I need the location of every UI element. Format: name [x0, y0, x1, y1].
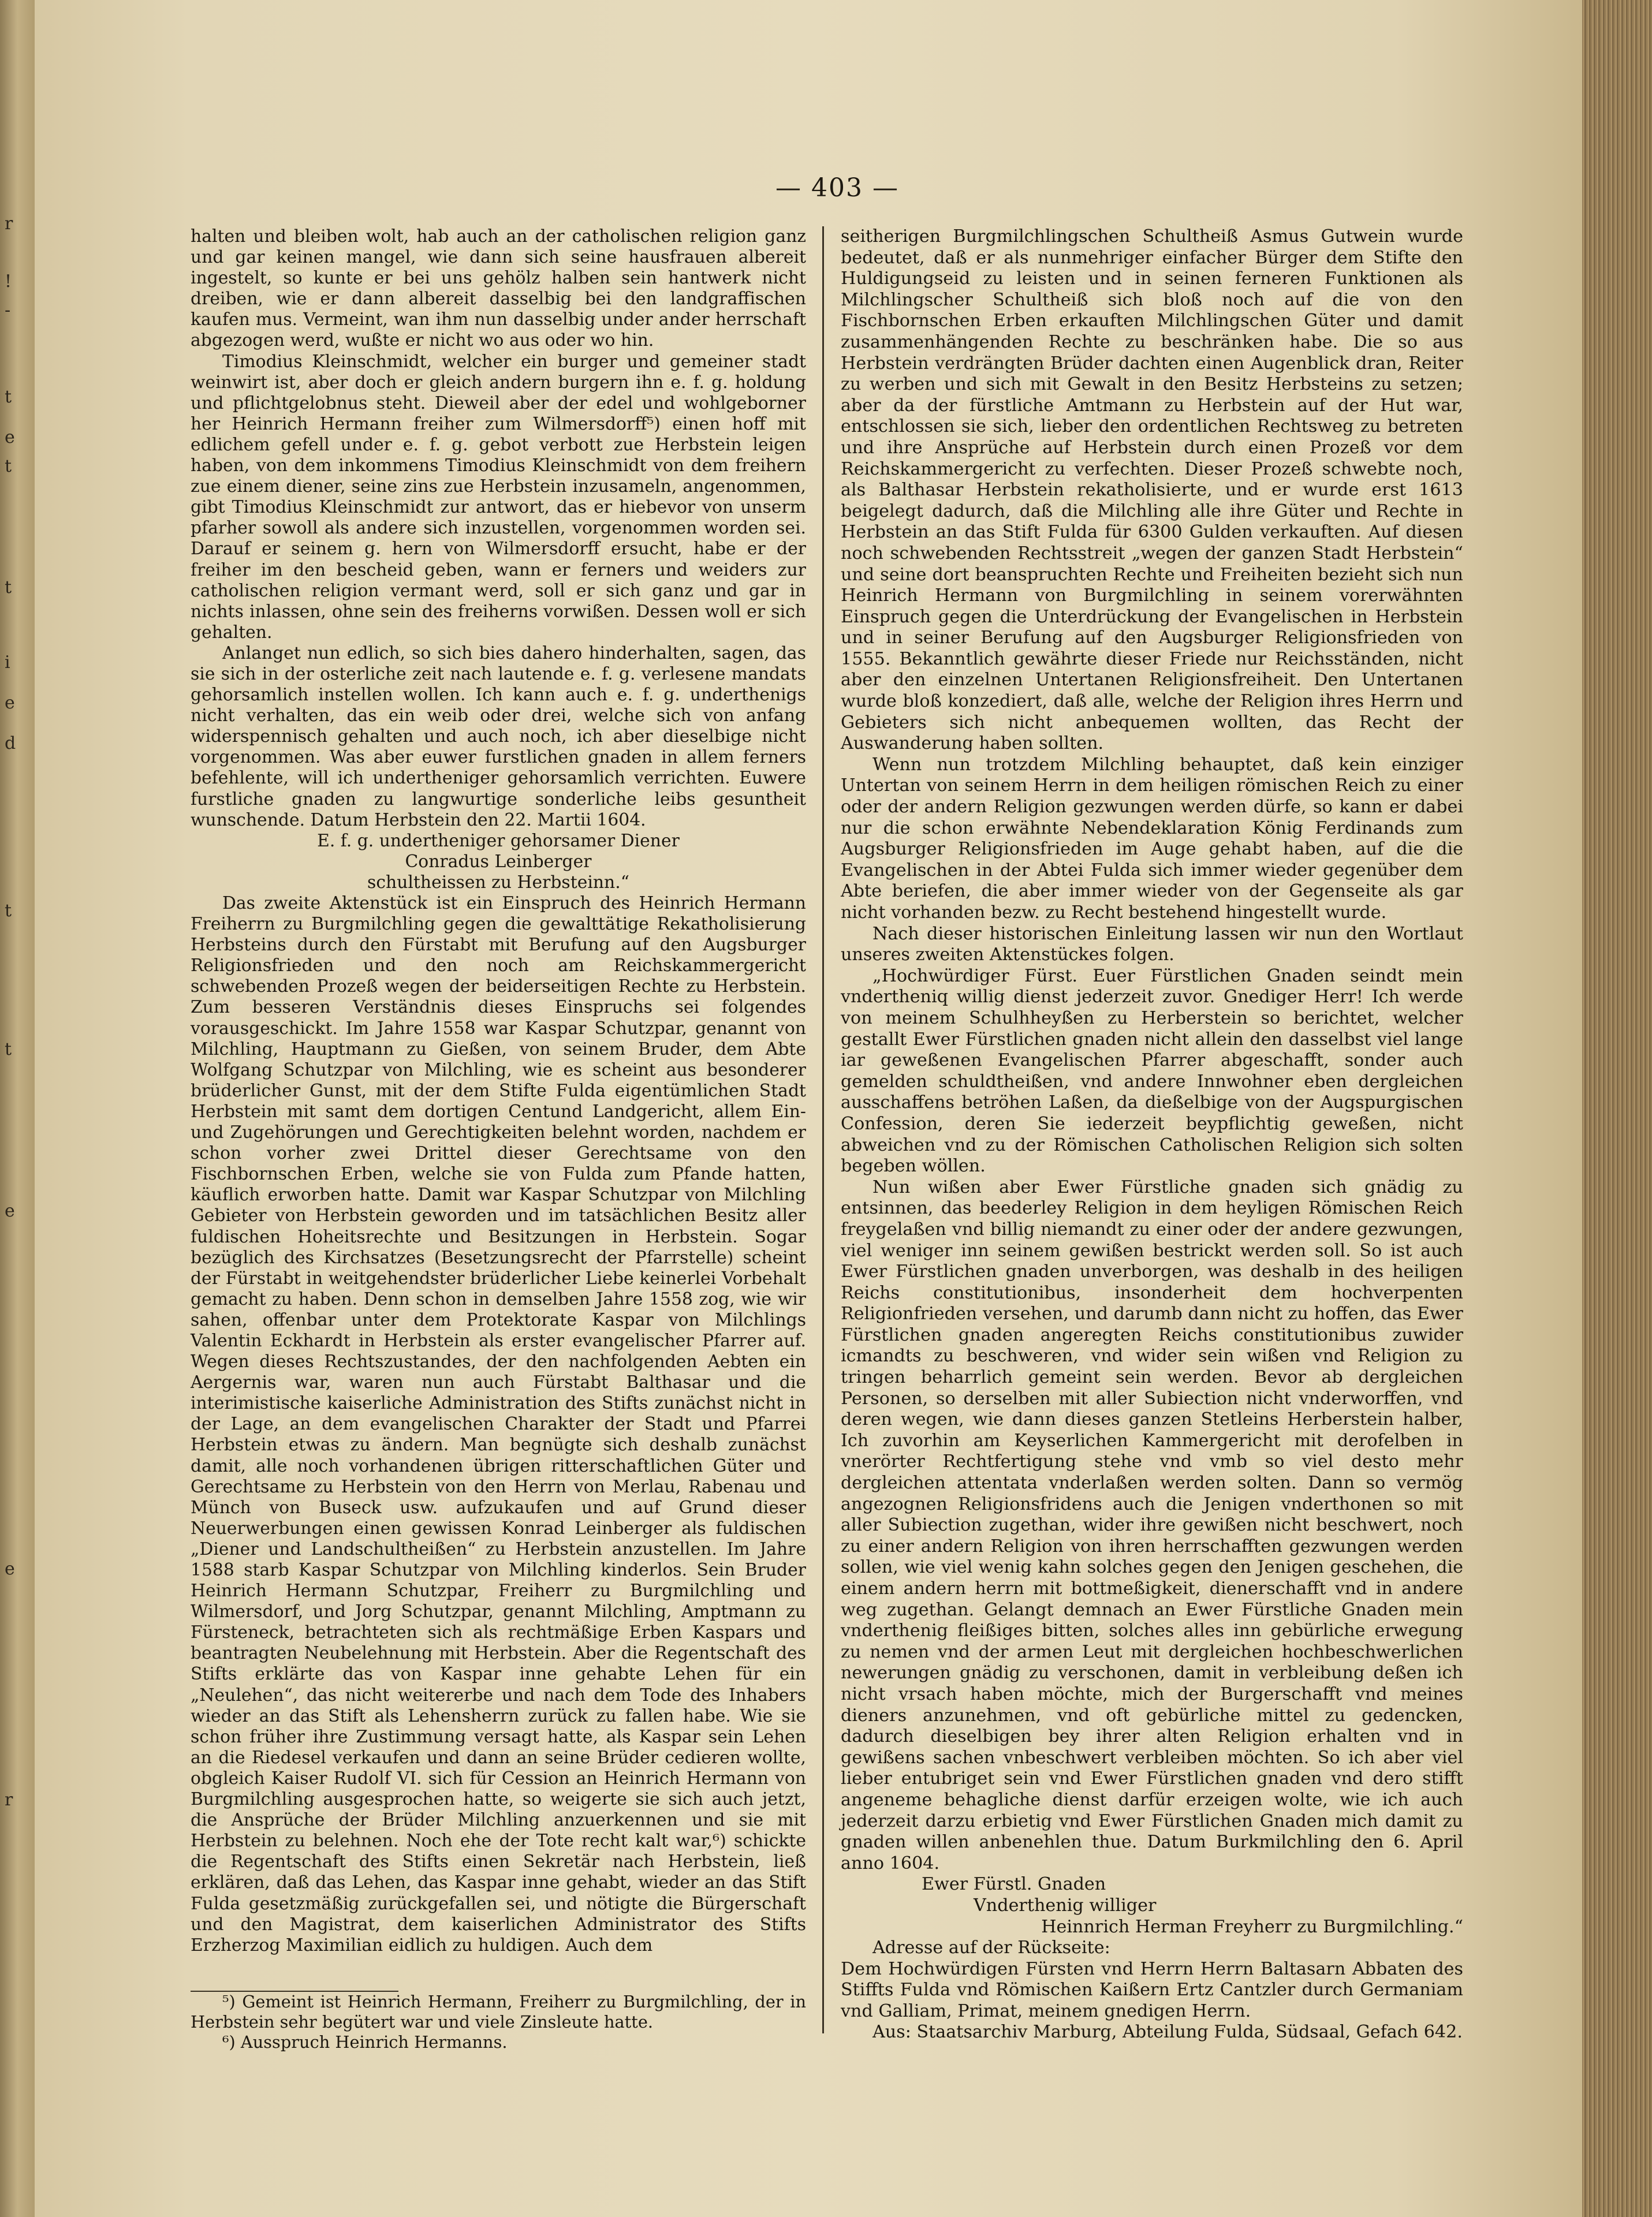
- right-column: [841, 226, 1463, 2043]
- adjacent-page-edge: [0, 0, 35, 2217]
- page-number: — 403 —: [775, 173, 899, 203]
- signature-line: Conradus Leinberger: [405, 851, 592, 872]
- edge-glyph: -: [5, 300, 11, 320]
- edge-glyph: !: [5, 271, 12, 292]
- page-stack-edge: [1582, 0, 1652, 2217]
- edge-glyph: e: [5, 1559, 15, 1579]
- edge-glyph: r: [5, 1790, 13, 1810]
- paragraph: Anlanget nun edlich, so sich bies dahero hinderhalten, sagen, das sie sich in der osterliche zeit nach lautende e. f. g. verlesene mandats gehorsamlich instellen wollen. Ich kann auch e. f. g. underthenigs nicht verhalten, das ein weib oder drei, welche sich von anfang widerspennisch gehalten und auch noch, ich aber dieselbige nicht vorgenommen. Was aber euwer furstlichen gnaden in allem ferners befehlente, will ich undertheniger gehorsamlich verrichten. Euwere furstliche gnaden zu langwurtige sonderliche leibs gesuntheit wunschende. Datum Herbstein den 22. Martii 1604.: [191, 643, 806, 830]
- left-column: [191, 226, 806, 2052]
- edge-glyph: r: [5, 214, 13, 234]
- paragraph: Wenn nun trotzdem Milchling behauptet, daß kein einziger Untertan von seinem Herrn in dem heiligen römischen Reich zu einer oder der andern Religion gezwungen werden dürfe, so kann er dabei nur die schon erwähnte Nebendeklaration König Ferdinands zum Augsburger Religionsfrieden im Auge gehabt haben, auf die die Evangelischen in der Abtei Fulda sich immer wieder gegenüber dem Abte beriefen, die aber immer wieder von der Gegenseite als gar nicht vorhanden bezw. zu Recht bestehend hingestellt wurde.: [841, 754, 1463, 923]
- signature-line: Ewer Fürstl. Gnaden: [922, 1874, 1106, 1895]
- signature-line: schultheissen zu Herbsteinn.“: [367, 872, 629, 893]
- address: Dem Hochwürdigen Fürsten vnd Herrn Herrn Baltasarn Abbaten des Stiffts Fulda vnd Römischen Kaißern Ertz Cantzler durch Germaniam vnd Galliam, Primat, meinem gnedigen Herrn.: [841, 1958, 1463, 2021]
- edge-glyph: t: [5, 901, 12, 921]
- signature-line: E. f. g. undertheniger gehorsamer Diener: [317, 830, 680, 851]
- edge-glyph: t: [5, 1039, 12, 1059]
- source-citation: Aus: Staatsarchiv Marburg, Abteilung Fulda, Südsaal, Gefach 642.: [872, 2022, 1463, 2043]
- address-heading: Adresse auf der Rückseite:: [872, 1938, 1110, 1958]
- edge-glyph: e: [5, 427, 15, 447]
- edge-glyph: i: [5, 652, 10, 673]
- edge-glyph: d: [5, 733, 16, 753]
- edge-glyph: e: [5, 693, 15, 713]
- letter-paragraph: Nun wißen aber Ewer Fürstliche gnaden sich gnädig zu entsinnen, das beederley Religion in dem heyligen Römischen Reich freygelaßen vnd billig niemandt zu einer oder der andere gezwungen, viel weniger inn seinem gewißen bestrickt werden soll. So ist auch Ewer Fürstlichen gnaden unverborgen, was deshalb in des heiligen Reichs constitutionibus, insonderheit dem hochverpenten Religionfrieden versehen, und darumb dann nicht zu hoffen, das Ewer Fürstlichen gnaden angeregten Reichs constitutionibus zuwider icmandts zu beschweren, vnd wider sein wißen vnd Religion zu tringen beharrlich gemeint sein werden. Bevor ab dergleichen Personen, so derselben mit aller Subiection nicht vnderworffen, vnd deren wegen, wie dann dieses ganzen Stetleins Herberstein halber, Ich zuvorhin am Keyserlichen Kammergericht mit derofelben in vnerörter Rechtfertigung stehe vnd vmb so viel desto mehr dergleichen attentata vnderlaßen werden solten. Dann so vermög angezognen Religionsfridens auch die Jenigen vnderthonen so mit aller Subiection zugethan, wider ihre gewißen nicht beschwert, noch zu einer andern Religion von ihren herrschafften gezwungen werden sollen, wie viel wenig kahn solches gegen den Jenigen geschehen, die einem andern herrn mit bottmeßigkeit, dienerschafft vnd in andere weg zugethan. Gelangt demnach an Ewer Fürstliche Gnaden mein vnderthenig fleißiges bitten, solches alles inn gebürliche erwegung zu nemen vnd der armen Leut mit dergleichen hochbeschwerlichen newerungen gnädig zu verschonen, damit in verbleibung deßen ich nicht vrsach haben möchte, mich der Burgerschafft vnd meines dieners anzunehmen, vnd oft gebürliche mittel zu gedencken, dadurch dieselbigen bey ihrer alten Religion erhalten vnd in gewißens sachen vnbeschwert verbleiben möchten. So ich aber viel lieber entubriget sein vnd Ewer Fürstlichen gnaden vnd dero stifft angeneme behagliche dienst darfür erzeigen wolte, wie ich auch jederzeit darzu erbietig vnd Ewer Fürstlichen Gnaden mich damit zu gnaden willen anbenehlen thue. Datum Burkmilchling den 6. April anno 1604.: [841, 1177, 1463, 1873]
- letter-paragraph: „Hochwürdiger Fürst. Euer Fürstlichen Gnaden seindt mein vndertheniq willig dienst jederzeit zuvor. Gnediger Herr! Ich werde von meinem Schulhheyßen zu Herberstein so berichtet, welcher gestallt Ewer Fürstlichen gnaden nicht allein den dasselbst viel lange iar geweßenen Evangelischen Pfarrer abgeschafft, sonder auch gemelden schuldtheißen, vnd andere Innwohner eben dergleichen ausschaffens betröhen Laßen, da dießelbige von der Augspurgischen Confession, deren Sie iederzeit beypflichtig geweßen, nicht abweichen vnd zu der Römischen Catholischen Religion sich solten begeben wöllen.: [841, 965, 1463, 1177]
- paragraph: Nach dieser historischen Einleitung lassen wir nun den Wortlaut unseres zweiten Aktenstückes folgen.: [841, 923, 1463, 965]
- edge-glyph: e: [5, 1201, 15, 1221]
- footnote: ⁶) Ausspruch Heinrich Hermanns.: [222, 2032, 508, 2052]
- edge-glyph: t: [5, 387, 12, 407]
- paragraph: Timodius Kleinschmidt, welcher ein burger und gemeiner stadt weinwirt ist, aber doch er gleich andern burgern ihn e. f. g. holdung und pflichtgelobnus steht. Dieweil aber der edel und wohlgeborner her Heinrich Hermann freiher zum Wilmersdorff⁵) einen hoff mit edlichem gefell under e. f. g. gebot verbott zue Herbstein leigen haben, von dem inkommens Timodius Kleinschmidt von dem freihern zue einem diener, seine zins zue Herbstein inzusameln, angenommen, gibt Timodius Kleinschmidt zur antwort, das er hiebevor von unserm pfarher sowoll als andere sich inzustellen, vorgenommen worden sei. Darauf er seinem g. hern von Wilmersdorff ersucht, habe er der freiher im den bescheid geben, wann er ferners und weiders zur catholischen religion vermant werd, soll er sich ganz und gar in nichts inlassen, ohne sein des freiherns vorwißen. Dessen woll er sich gehalten.: [191, 351, 806, 643]
- paragraph: seitherigen Burgmilchlingschen Schultheiß Asmus Gutwein wurde bedeutet, daß er als nunmehriger einfacher Bürger dem Stifte den Huldigungseid zu leisten und in seinen ferneren Funktionen als Milchlingscher Schultheiß sich bloß noch auf die von den Fischbornschen Erben erkauften Milchlingschen Güter und damit zusammenhängenden Rechte zu beschränken habe. Die so aus Herbstein verdrängten Brüder dachten einen Augenblick dran, Reiter zu werben und sich mit Gewalt in den Besitz Herbsteins zu setzen; aber da der fürstliche Amtmann zu Herbstein auf der Hut war, entschlossen sie sich, lieber den ordentlichen Rechtsweg zu betreten und ihre Ansprüche auf Herbstein durch einen Prozeß vor dem Reichskammergericht zu verfechten. Dieser Prozeß schwebte noch, als Balthasar Herbstein rekatholisierte, und er wurde erst 1613 beigelegt dadurch, daß die Milchling alle ihre Güter und Rechte in Herbstein an das Stift Fulda für 6300 Gulden verkauften. Auf diesen noch schwebenden Rechtsstreit „wegen der ganzen Stadt Herbstein“ und seine dort beanspruchten Rechte und Freiheiten bezieht sich nun Heinrich Hermann von Burgmilchling in seinem vorerwähnten Einspruch gegen die Unterdrückung der Evangelischen in Herbstein und in seiner Berufung auf den Augsburger Religionsfrieden von 1555. Bekanntlich gewährte dieser Friede nur Reichsständen, nicht aber den einzelnen Untertanen Religionsfreiheit. Den Untertanen wurde bloß konzediert, daß alle, welche der Religion ihres Herrn und Gebieters sich nicht anbequemen wollten, das Recht der Auswanderung haben sollten.: [841, 226, 1463, 754]
- signature-line: Vnderthenig williger: [974, 1895, 1157, 1916]
- column-divider: [822, 226, 824, 2033]
- edge-glyph: t: [5, 577, 12, 598]
- paragraph: halten und bleiben wolt, hab auch an der catholischen religion ganz und gar keinen mangel, wie dann sich seine hausfrauen albereit ingestelt, so kunte er bei uns gehölz halben sein hantwerk nicht dreiben, wie er dann albereit dasselbig bei den landgraffischen kaufen mus. Vermeint, wan ihm nun dasselbig under ander herrschaft abgezogen werd, wußte er nicht wo aus oder wo hin.: [191, 226, 806, 351]
- paragraph: Das zweite Aktenstück ist ein Einspruch des Heinrich Hermann Freiherrn zu Burgmilchling gegen die gewalttätige Rekatholisierung Herbsteins durch den Fürstabt mit Berufung auf den Augsburger Religionsfrieden und den noch am Reichskammergericht schwebenden Prozeß wegen der beiderseitigen Rechte zu Herbstein. Zum besseren Verständnis dieses Einspruchs sei folgendes vorausgeschickt. Im Jahre 1558 war Kaspar Schutzpar, genannt von Milchling, Hauptmann zu Gießen, von seinem Bruder, dem Abte Wolfgang Schutzpar von Milchling, wie es scheint aus besonderer brüderlicher Gunst, mit der dem Stifte Fulda eigentümlichen Stadt Herbstein mit samt dem dortigen Centund Landgericht, allem Ein- und Zugehörungen und Gerechtigkeiten belehnt worden, nachdem er schon vorher zwei Drittel dieser Gerechtsame von den Fischbornschen Erben, welche sie von Fulda zum Pfande hatten, käuflich erworben hatte. Damit war Kaspar Schutzpar von Milchling Gebieter von Herbstein geworden und im tatsächlichen Besitz aller fuldischen Hoheitsrechte und Besitzungen in Herbstein. Sogar bezüglich des Kirchsatzes (Besetzungsrecht der Pfarrstelle) scheint der Fürstabt in weitgehendster brüderlicher Liebe keinerlei Vorbehalt gemacht zu haben. Denn schon in demselben Jahre 1558 zog, wie wir sahen, offenbar unter dem Protektorate Kaspar von Milchlings Valentin Eckhardt in Herbstein als erster evangelischer Pfarrer auf. Wegen dieses Rechtszustandes, der den nachfolgenden Aebten ein Aergernis war, waren nun auch Fürstabt Balthasar und die interimistische kaiserliche Administration des Stifts zunächst nicht in der Lage, an dem evangelischen Charakter der Stadt und Pfarrei Herbstein etwas zu ändern. Man begnügte sich deshalb zunächst damit, alle noch vorhandenen übrigen ritterschaftlichen Güter und Gerechtsame zu Herbstein von den Herrn von Merlau, Rabenau und Münch von Buseck usw. aufzukaufen und auf Grund dieser Neuerwerbungen einen gewissen Konrad Leinberger als fuldischen „Diener und Landschultheißen“ zu Herbstein anzustellen. Im Jahre 1588 starb Kaspar Schutzpar von Milchling kinderlos. Sein Bruder Heinrich Hermann Schutzpar, Freiherr zu Burgmilchling und Wilmersdorf, und Jorg Schutzpar, genannt Milchling, Amptmann zu Fürsteneck, betrachteten sich als rechtmäßige Erben Kaspars und beantragten Neubelehnung mit Herbstein. Aber die Regentschaft des Stifts erklärte das von Kaspar inne gehabte Lehen für ein „Neulehen“, das nicht weitererbe und nach dem Tode des Inhabers wieder an das Stift als Lehensherrn zurück zu fallen habe. Wie sie schon früher ihre Zustimmung versagt hatte, als Kaspar sein Lehen an die Riedesel verkaufen und dann an seine Brüder cedieren wollte, obgleich Kaiser Rudolf VI. sich für Cession an Heinrich Hermann von Burgmilchling ausgesprochen hatte, so weigerte sie sich auch jetzt, die Ansprüche der Brüder Milchling anzuerkennen und sie mit Herbstein zu belehnen. Noch ehe der Tote recht kalt war,⁶) schickte die Regentschaft des Stifts einen Sekretär nach Herbstein, ließ erklären, daß das Lehen, das Kaspar inne gehabt, wieder an das Stift Fulda gesetzmäßig zurückgefallen sei, und nötigte die Bürgerschaft und den Magistrat, dem kaiserlichen Administrator des Stifts Erzherzog Maximilian eidlich zu huldigen. Auch dem: [191, 893, 806, 1955]
- edge-glyph: t: [5, 456, 12, 476]
- footnote: ⁵) Gemeint ist Heinrich Hermann, Freiherr zu Burgmilchling, der in Herbstein sehr begütert war und viele Zinsleute hatte.: [191, 1991, 806, 2032]
- signature-line: Heinnrich Herman Freyherr zu Burgmilchling.“: [1041, 1916, 1463, 1937]
